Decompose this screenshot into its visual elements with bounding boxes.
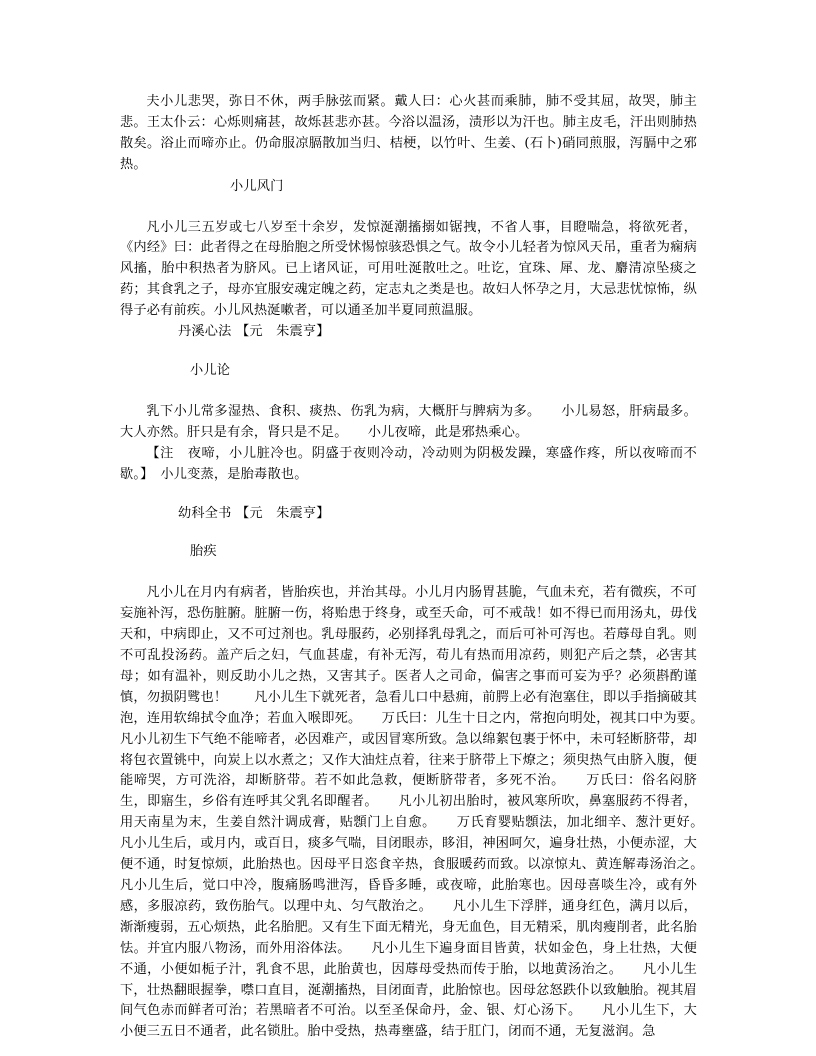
document-page (120, 92, 724, 1043)
source-citation-youke: 幼科全书 【元 朱震亨】 (178, 505, 330, 521)
source-citation-danxi: 丹溪心法 【元 朱震亨】 (178, 324, 330, 340)
paragraph-infant-heat: 乳下小儿常多湿热、食积、痰热、伤乳为病，大概肝与脾病为多。 小儿易怒，肝病最多。大人亦然。肝只是有余，肾只是不足。 小儿夜啼，此是邪热乘心。 (120, 403, 697, 440)
section-heading-xiaoerlun: 小儿论 (190, 362, 231, 378)
section-heading-fengmen: 小儿风门 (230, 178, 284, 194)
paragraph-crying: 夫小儿悲哭，弥日不休，两手脉弦而紧。戴人曰：心火甚而乘肺，肺不受其屈，故哭，肺主悲。王太仆云：心烁则痛甚，故烁甚悲亦甚。今浴以温汤，渍形以为汗也。肺主皮毛，汗出则肺热散矣。浴止而啼亦止。仍命服凉膈散加当归、桔梗，以竹叶、生姜、(石卜)硝同煎服，泻膈中之邪热。 (120, 94, 697, 172)
section-heading-taiji: 胎疾 (190, 544, 217, 560)
paragraph-fetal-disease: 凡小儿在月内有病者，皆胎疾也，并治其母。小儿月内肠胃甚脆，气血未充，若有微疾，不可妄施补泻，恐伤脏腑。脏腑一伤，将贻患于终身，或至夭命，可不戒哉！如不得已而用汤丸，毋伐天和，中病即止，又不可过剂也。乳母服药，必别择乳母乳之，而后可补可泻也。若蓐母自乳。则不可乱投汤药。盖产后之妇，气血甚虚，有补无泻，苟儿有热而用凉药，则犯产后之禁，必害其母；如有温补，则反助小儿之热，又害其子。医者人之司命，偏害之事而可妄为乎？必须斟酌谨慎，勿损阴骘也！ 凡小儿生下就死者，急看儿口中悬痈，前腭上必有泡塞住，即以手指摘破其泡，连用软绵拭令血净；若血入喉即死。 万氏曰：儿生十日之内，常抱向明处，视其口中为要。 凡小儿初生下气绝不能啼者，必因难产，或因冒寒所致。急以绵絮包裹于怀中，未可轻断脐带，却将包衣置铫中，向炭上以水煮之；又作大油炷点着，往来于脐带上下燎之；须臾热气由脐入腹，便能啼哭，方可洗浴，却断脐带。若不如此急救，便断脐带者，多死不治。 万氏曰：俗名闷脐生，即寤生，乡俗有连呼其父乳名即醒者。 凡小儿初出胎时，被风寒所吹，鼻塞服药不得者，用天南星为末，生姜自然汁调成膏，贴顖门上自愈。 万氏育婴贴顖法，加北细辛、葱汁更好。 凡小儿生后，或月内，或百日，痰多气喘，目闭眼赤，眵泪，神困呵欠，遍身壮热，小便赤涩，大便不通，时复惊烦，此胎热也。因母平日恣食辛热，食服暖药而致。以凉惊丸、黄连解毒汤治之。 凡小儿生后，觉口中冷，腹痛肠鸣泄泻，昏昏多睡，或夜啼，此胎寒也。因母喜啖生冷，或有外感，多服凉药，致伤胎气。以理中丸、匀气散治之。 凡小儿生下浮胖，通身红色，满月以后，渐渐瘦弱，五心烦热，此名胎肥。又有生下面无精光，身无血色，目无精采，肌肉瘦削者，此名胎怯。并宜内服八物汤，而外用浴体法。 凡小儿生下遍身面目皆黄，状如金色，身上壮热，大便不通，小便如栀子汁，乳食不思，此胎黄也，因蓐母受热而传于胎，以地黄汤治之。 凡小儿生下，壮热翻眼握拳，噤口直目，涎潮搐热，目闭面青，此胎惊也。因母忿怒跌仆以致触胎。视其眉间气色赤而鲜者可治；若黑暗者不可治。以至圣保命丹，金、银、灯心汤下。 凡小儿生下，大小便三五日不通者，此名锁肚。胎中受热，热毒壅盛，结于肛门，闭而不通，无复滋润。急 (120, 585, 724, 1040)
paragraph-convulsion: 凡小儿三五岁或七八岁至十余岁，发惊涎潮搐搦如锯拽，不省人事，目瞪喘急，将欲死者，《内经》曰：此者得之在母胎胞之所受怵惕惊骇恐惧之气。故令小儿轻者为惊风天吊，重者为痫病风搐，胎中积热者为脐风。已上诸风证，可用吐涎散吐之。吐讫，宜珠、犀、龙、麝清凉坠痰之药；其食乳之子，母亦宜服安魂定魄之药，定志丸之类是也。故妇人怀孕之月，大忌悲忧惊怖，纵得子必有前疾。小儿风热涎嗽者，可以通圣加半夏同煎温服。 (120, 219, 697, 319)
paragraph-annotation: 【注 夜啼，小儿脏冷也。阴盛于夜则冷动，冷动则为阴极发躁，寒盛作疼，所以夜啼而不歇。】 小儿变蒸，是胎毒散也。 (120, 445, 697, 482)
